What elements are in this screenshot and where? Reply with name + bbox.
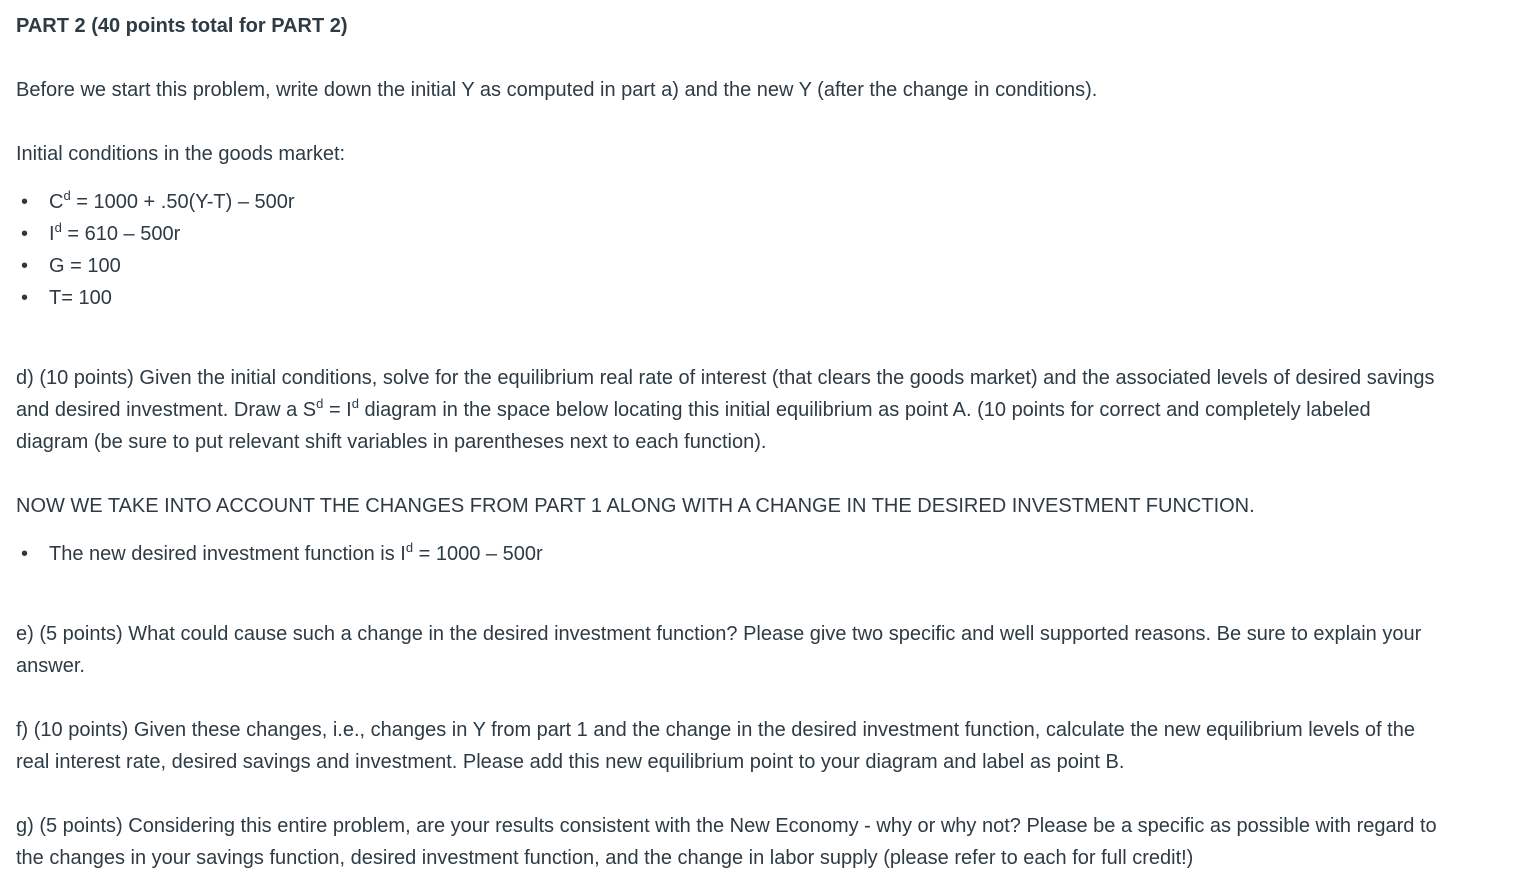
initial-conditions-label: Initial conditions in the goods market: xyxy=(16,143,346,165)
part-d-sup: d xyxy=(316,396,324,411)
page-heading: PART 2 (40 points total for PART 2) xyxy=(16,15,348,37)
part-f-line: f) (10 points) Given these changes, i.e., changes in Y from part 1 and the change in the desired investment function, calculate the new equilibrium levels of the xyxy=(16,719,1415,741)
part-d-text: and desired investment. Draw a S xyxy=(16,399,317,421)
part-d-line xyxy=(16,394,1371,426)
part-e-line: e) (5 points) What could cause such a change in the desired investment function? Please give two specific and well supported reasons. Be sure to explain your xyxy=(16,623,1422,645)
part-d-text: = I xyxy=(323,399,352,421)
part-e-line: answer. xyxy=(16,655,85,677)
condition-var: I xyxy=(49,223,55,245)
condition-rest: = 1000 + .50(Y-T) – 500r xyxy=(70,191,295,213)
new-investment-sup: d xyxy=(405,540,414,555)
condition-sup: d xyxy=(63,188,71,203)
part-d-sup: d xyxy=(351,396,359,411)
condition-consumption xyxy=(49,186,295,218)
bullet-icon: • xyxy=(21,223,29,245)
condition-sup: d xyxy=(54,220,62,235)
part-d-line: diagram (be sure to put relevant shift variables in parentheses next to each function). xyxy=(16,431,767,453)
condition-government: G = 100 xyxy=(49,255,121,277)
bullet-icon: • xyxy=(21,543,29,565)
bullet-icon: • xyxy=(21,191,29,213)
condition-investment xyxy=(49,218,180,250)
now-heading: NOW WE TAKE INTO ACCOUNT THE CHANGES FROM PART 1 ALONG WITH A CHANGE IN THE DESIRED INVESTMENT FUNCTION. xyxy=(16,495,1255,517)
new-investment-text: The new desired investment function is I xyxy=(49,543,406,565)
part-f-line: real interest rate, desired savings and investment. Please add this new equilibrium point to your diagram and label as point B. xyxy=(16,751,1125,773)
part-d-line: d) (10 points) Given the initial conditions, solve for the equilibrium real rate of interest (that clears the goods market) and the associated levels of desired savings xyxy=(16,367,1435,389)
new-investment-function xyxy=(49,538,543,570)
intro-paragraph: Before we start this problem, write down the initial Y as computed in part a) and the new Y (after the change in conditions). xyxy=(16,79,1098,101)
new-investment-text: = 1000 – 500r xyxy=(413,543,543,565)
condition-taxes: T= 100 xyxy=(49,287,112,309)
part-d-text: diagram in the space below locating this initial equilibrium as point A. (10 points for correct and completely labeled xyxy=(358,399,1371,421)
bullet-icon: • xyxy=(21,287,29,309)
bullet-icon: • xyxy=(21,255,29,277)
part-g-line: the changes in your savings function, desired investment function, and the change in labor supply (please refer to each for full credit!) xyxy=(16,847,1194,869)
condition-rest: = 610 – 500r xyxy=(61,223,181,245)
condition-var: C xyxy=(49,191,64,213)
part-g-line: g) (5 points) Considering this entire problem, are your results consistent with the New Economy - why or why not? Please be a specific as possible with regard to xyxy=(16,815,1437,837)
